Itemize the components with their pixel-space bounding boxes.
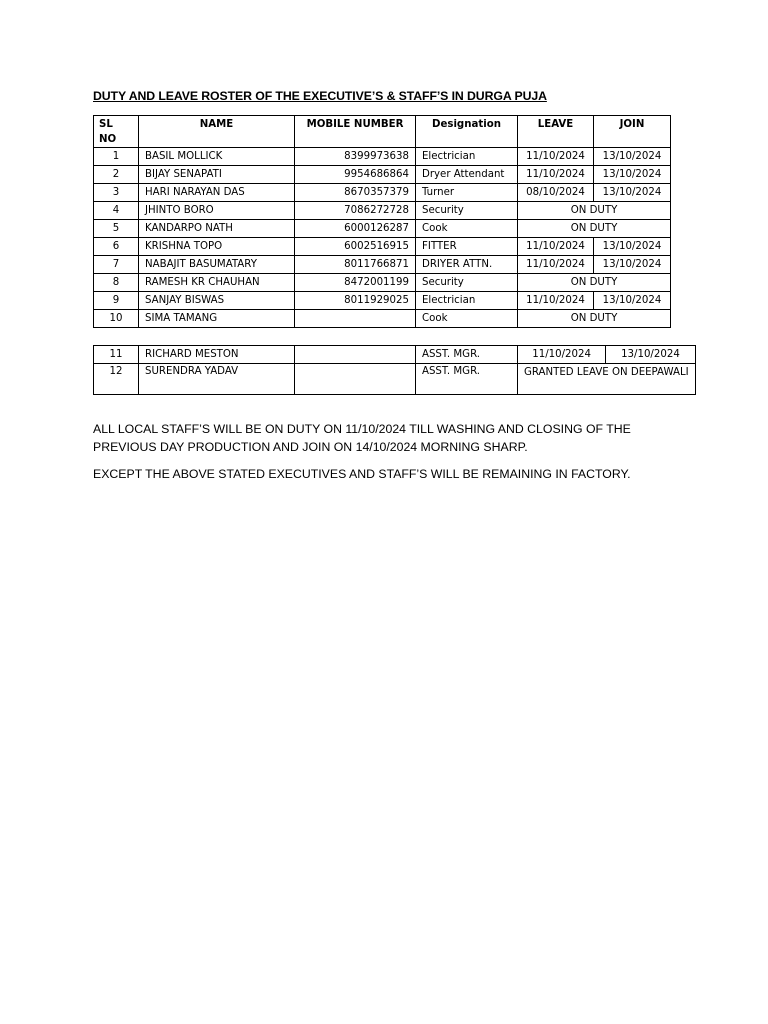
table-row <box>94 202 671 220</box>
cell-mobile-number: 7086272728 <box>295 202 416 220</box>
executives-table <box>93 345 696 395</box>
table-header-row <box>94 116 671 148</box>
cell-designation: FITTER <box>416 238 518 256</box>
cell-mobile-number <box>295 310 416 328</box>
cell-join-date: 13/10/2024 <box>594 166 671 184</box>
cell-leave-date: 11/10/2024 <box>518 166 594 184</box>
cell-name: BASIL MOLLICK <box>139 148 295 166</box>
header-leave: LEAVE <box>518 116 594 148</box>
cell-designation: DRIYER ATTN. <box>416 256 518 274</box>
cell-duty-status: ON DUTY <box>518 220 671 238</box>
cell-sl-no: 3 <box>94 184 139 202</box>
cell-sl-no: 8 <box>94 274 139 292</box>
header-sl-no: SL NO <box>94 116 139 148</box>
table-row <box>94 364 696 395</box>
cell-join-date: 13/10/2024 <box>594 184 671 202</box>
cell-join-date: 13/10/2024 <box>606 346 695 364</box>
cell-mobile-number: 8011766871 <box>295 256 416 274</box>
cell-name: RICHARD MESTON <box>139 346 295 364</box>
table-row <box>94 220 671 238</box>
cell-join-date: 13/10/2024 <box>594 256 671 274</box>
cell-sl-no: 2 <box>94 166 139 184</box>
cell-sl-no: 10 <box>94 310 139 328</box>
header-mobile-number: MOBILE NUMBER <box>295 116 416 148</box>
cell-name: KRISHNA TOPO <box>139 238 295 256</box>
cell-sl-no: 11 <box>94 346 139 364</box>
cell-designation: Cook <box>416 310 518 328</box>
note-remaining-in-factory: EXCEPT THE ABOVE STATED EXECUTIVES AND STAFF’S WILL BE REMAINING IN FACTORY. <box>93 467 631 481</box>
cell-duty-status: ON DUTY <box>518 274 671 292</box>
cell-name: NABAJIT BASUMATARY <box>139 256 295 274</box>
cell-designation: ASST. MGR. <box>416 346 518 364</box>
note-local-staff: ALL LOCAL STAFF’S WILL BE ON DUTY ON 11/10/2024 TILL WASHING AND CLOSING OF THE PREVIOUS DAY PRODUCTION AND JOIN ON 14/10/2024 MORNING SHARP. <box>93 422 631 454</box>
table-row <box>94 292 671 310</box>
cell-designation: Dryer Attendant <box>416 166 518 184</box>
cell-duty-status: ON DUTY <box>518 202 671 220</box>
cell-name: SANJAY BISWAS <box>139 292 295 310</box>
table-row <box>94 238 671 256</box>
table-row <box>94 166 671 184</box>
cell-designation: Security <box>416 202 518 220</box>
cell-mobile-number <box>295 346 416 364</box>
cell-leave-date: 11/10/2024 <box>518 346 606 364</box>
cell-sl-no: 1 <box>94 148 139 166</box>
cell-leave-date: 11/10/2024 <box>518 256 594 274</box>
cell-designation: Electrician <box>416 148 518 166</box>
header-designation: Designation <box>416 116 518 148</box>
header-join: JOIN <box>594 116 671 148</box>
cell-designation: Turner <box>416 184 518 202</box>
cell-duty-status: GRANTED LEAVE ON DEEPAWALI <box>518 364 696 395</box>
cell-leave-date: 11/10/2024 <box>518 148 594 166</box>
cell-name: RAMESH KR CHAUHAN <box>139 274 295 292</box>
table-row <box>94 184 671 202</box>
cell-mobile-number <box>295 364 416 395</box>
cell-name: BIJAY SENAPATI <box>139 166 295 184</box>
table-row <box>94 274 671 292</box>
cell-leave-date: 11/10/2024 <box>518 238 594 256</box>
cell-join-date: 13/10/2024 <box>594 148 671 166</box>
header-name: NAME <box>139 116 295 148</box>
cell-designation: Security <box>416 274 518 292</box>
cell-sl-no: 12 <box>94 364 139 395</box>
cell-name: KANDARPO NATH <box>139 220 295 238</box>
cell-duty-status: ON DUTY <box>518 310 671 328</box>
cell-name: JHINTO BORO <box>139 202 295 220</box>
cell-designation: Electrician <box>416 292 518 310</box>
staff-roster-table <box>93 115 671 328</box>
cell-designation: Cook <box>416 220 518 238</box>
cell-mobile-number: 6000126287 <box>295 220 416 238</box>
cell-join-date: 13/10/2024 <box>594 292 671 310</box>
cell-sl-no: 5 <box>94 220 139 238</box>
document-title: DUTY AND LEAVE ROSTER OF THE EXECUTIVE’S & STAFF’S IN DURGA PUJA <box>93 89 547 103</box>
cell-join-date: 13/10/2024 <box>594 238 671 256</box>
cell-sl-no: 9 <box>94 292 139 310</box>
cell-sl-no: 6 <box>94 238 139 256</box>
cell-mobile-number: 9954686864 <box>295 166 416 184</box>
cell-mobile-number: 8472001199 <box>295 274 416 292</box>
cell-leave-date: 11/10/2024 <box>518 292 594 310</box>
cell-sl-no: 4 <box>94 202 139 220</box>
cell-mobile-number: 8399973638 <box>295 148 416 166</box>
cell-mobile-number: 8670357379 <box>295 184 416 202</box>
cell-mobile-number: 8011929025 <box>295 292 416 310</box>
table-row <box>94 256 671 274</box>
table-row <box>94 346 696 364</box>
cell-name: SURENDRA YADAV <box>139 364 295 395</box>
cell-sl-no: 7 <box>94 256 139 274</box>
cell-name: HARI NARAYAN DAS <box>139 184 295 202</box>
cell-mobile-number: 6002516915 <box>295 238 416 256</box>
cell-designation: ASST. MGR. <box>416 364 518 395</box>
table-row <box>94 310 671 328</box>
cell-name: SIMA TAMANG <box>139 310 295 328</box>
cell-leave-date: 08/10/2024 <box>518 184 594 202</box>
table-row <box>94 148 671 166</box>
